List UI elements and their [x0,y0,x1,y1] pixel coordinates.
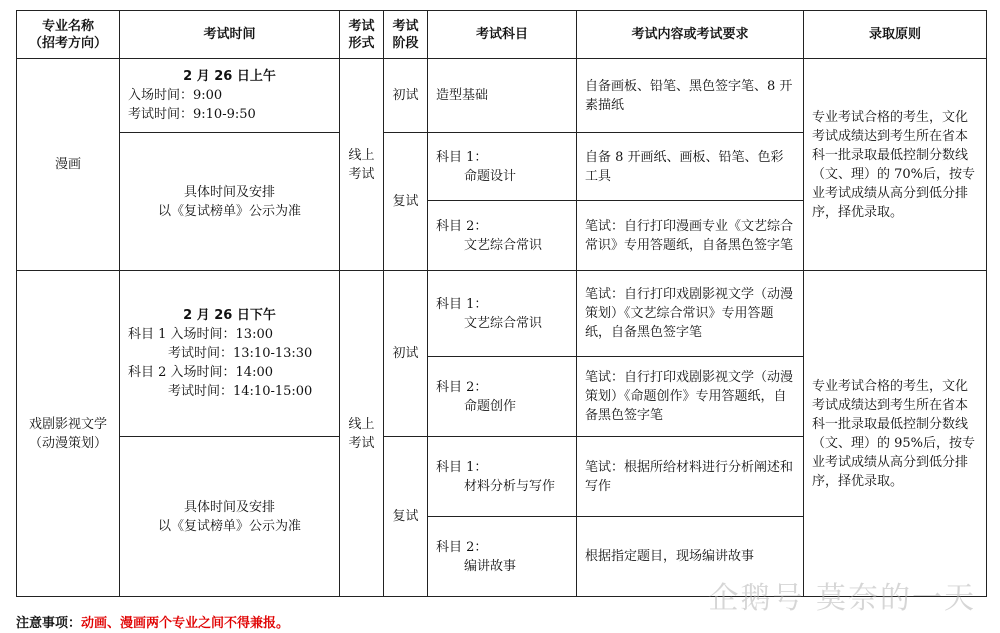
xiju-subject-2 [428,357,577,437]
manhua-form: 线上 考试 [340,59,384,271]
manhua-prelim-time [120,59,340,133]
manhua-stage-retest: 复试 [384,133,428,271]
subject-label: 科目 1： [436,296,488,312]
xiju-content-3: 笔试：根据所给材料进行分析阐述和写作 [577,437,804,517]
xiju-time-line-3: 科目 2 入场时间：14:00 [128,365,273,380]
subject-name: 文艺综合常识 [464,237,543,253]
manhua-subject-1: 造型基础 [428,59,577,133]
subject-label: 科目 1： [436,459,488,475]
subject-label: 科目 2： [436,379,488,395]
xiju-subject-1 [428,271,577,357]
manhua-retest-time: 具体时间及安排 以《复试榜单》公示为准 [120,133,340,271]
manhua-subject-3 [428,201,577,271]
manhua-content-2: 自备 8 开画纸、画板、铅笔、色彩工具 [577,133,804,201]
xiju-stage-prelim: 初试 [384,271,428,437]
major-xiju: 戏剧影视文学 （动漫策划） [17,271,120,597]
subject-label: 科目 2： [436,218,488,234]
subject-name: 命题创作 [464,398,517,414]
xiju-admission: 专业考试合格的考生，文化考试成绩达到考生所在省本科一批录取最低控制分数线（文、理）的 95%后，按专业考试成绩从高分到低分排序，择优录取。 [804,271,987,597]
manhua-prelim-times: 入场时间：9:00 考试时间：9:10-9:50 [128,88,256,122]
manhua-content-1: 自备画板、铅笔、黑色签字笔、8 开素描纸 [577,59,804,133]
subject-name: 命题设计 [464,168,517,184]
xiju-prelim-time [120,271,340,437]
table-row [17,271,987,357]
major-manhua: 漫画 [17,59,120,271]
exam-schedule-table [16,10,987,597]
xiju-content-1: 笔试：自行打印戏剧影视文学（动漫策划）《文艺综合常识》专用答题纸，自备黑色签字笔 [577,271,804,357]
xiju-subject-3 [428,437,577,517]
header-major: 专业名称 （招考方向） [17,11,120,59]
manhua-subject-2 [428,133,577,201]
xiju-form: 线上 考试 [340,271,384,597]
xiju-subject-4 [428,517,577,597]
xiju-prelim-date: 2 月 26 日下午 [183,308,276,323]
xiju-content-2: 笔试：自行打印戏剧影视文学（动漫策划）《命题创作》专用答题纸，自备黑色签字笔 [577,357,804,437]
xiju-time-line-4: 考试时间：14:10-15:00 [168,384,313,399]
watermark: 企鹅号 莫奈的一天 [708,581,976,616]
note-label: 注意事项： [16,616,82,631]
manhua-stage-prelim: 初试 [384,59,428,133]
header-admission: 录取原则 [804,11,987,59]
manhua-admission: 专业考试合格的考生，文化考试成绩达到考生所在省本科一批录取最低控制分数线（文、理）的 70%后，按专业考试成绩从高分到低分排序，择优录取。 [804,59,987,271]
xiju-time-line-2: 考试时间：13:10-13:30 [168,346,313,361]
xiju-content-4: 根据指定题目，现场编讲故事 [577,517,804,597]
note-text: 动画、漫画两个专业之间不得兼报。 [81,616,290,631]
header-time: 考试时间 [120,11,340,59]
header-stage: 考试 阶段 [384,11,428,59]
subject-name: 材料分析与写作 [464,478,556,494]
subject-name: 文艺综合常识 [464,315,543,331]
subject-name: 编讲故事 [464,558,517,574]
manhua-prelim-date: 2 月 26 日上午 [183,69,276,84]
subject-label: 科目 1： [436,149,488,165]
header-form: 考试 形式 [340,11,384,59]
subject-label: 科目 2： [436,539,488,555]
header-content: 考试内容或考试要求 [577,11,804,59]
xiju-time-line-1: 科目 1 入场时间：13:00 [128,327,273,342]
table-row [17,59,987,133]
header-subject: 考试科目 [428,11,577,59]
xiju-stage-retest: 复试 [384,437,428,597]
xiju-retest-time: 具体时间及安排 以《复试榜单》公示为准 [120,437,340,597]
note [16,612,289,631]
header-row [17,11,987,59]
manhua-content-3: 笔试：自行打印漫画专业《文艺综合常识》专用答题纸，自备黑色签字笔 [577,201,804,271]
